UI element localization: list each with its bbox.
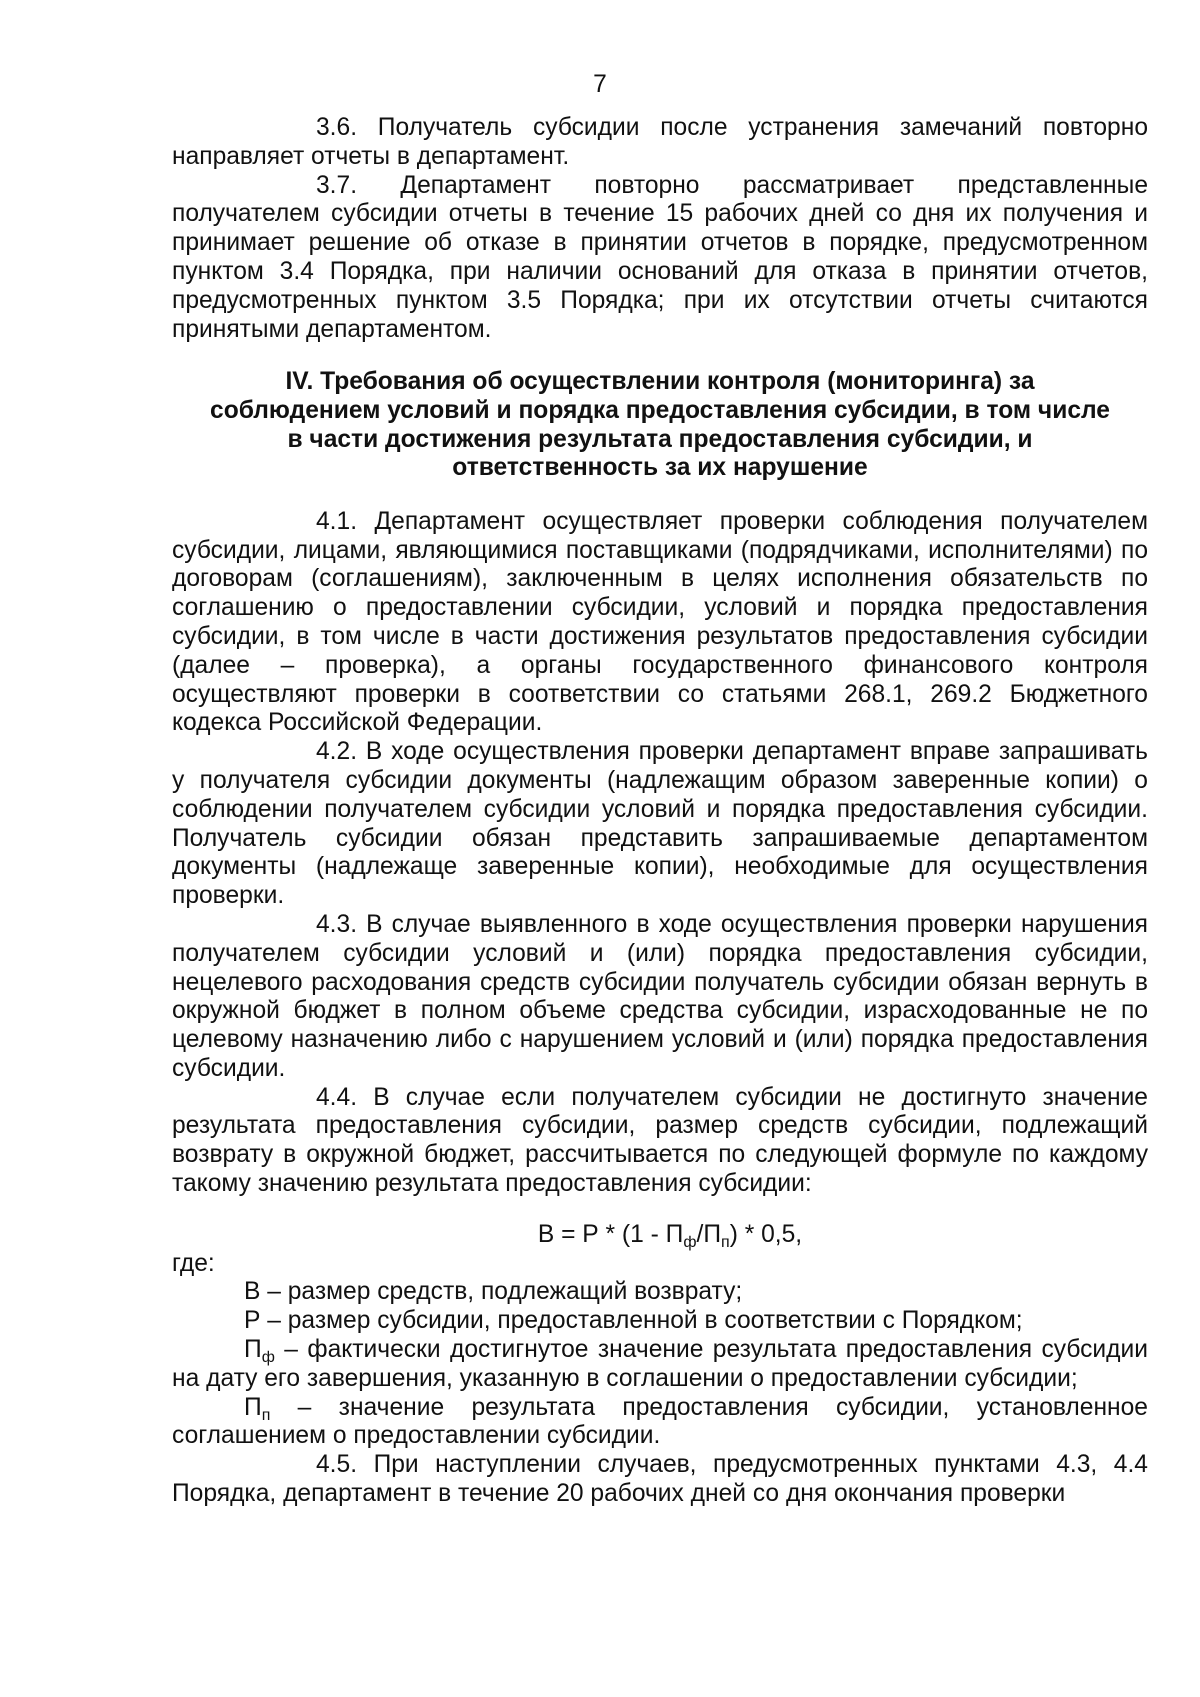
paragraph-number: 3.7. <box>316 171 358 199</box>
paragraph-4-4 <box>172 1084 1148 1199</box>
definition-b: В – размер средств, подлежащий возврату; <box>244 1278 743 1306</box>
definition-pf <box>172 1336 1148 1394</box>
paragraph-text: В случае выявленного в ходе осуществления проверки нарушения получателем субсидии условий и (или) порядка предоставления субсидии, нецелевого расходования средств субсидии получатель субсидии обязан вернуть в окружной бюджет в полном объеме средства субсидии, израсходованные не по целевому назначению либо с нарушением условий и (или) порядка предоставления субсидии. <box>172 910 1148 1082</box>
paragraph-number: 3.6. <box>316 114 358 141</box>
section-heading-line: IV. Требования об осуществлении контроля (мониторинга) за <box>285 368 1035 396</box>
section-heading-line: в части достижения результата предоставления субсидии, и <box>287 425 1033 453</box>
paragraph-number: 4.5. <box>316 1451 358 1479</box>
paragraph-3-7 <box>172 172 1148 345</box>
definition-subscript: ф <box>261 1349 275 1367</box>
paragraph-number: 4.2. <box>316 738 358 766</box>
paragraph-4-2 <box>172 738 1148 911</box>
formula-subscript: п <box>721 1233 730 1251</box>
paragraph-4-3 <box>172 911 1148 1084</box>
definition-text: – фактически достигнутое значение результата предоставления субсидии на дату его завершения, указанную в соглашении о предоставлении субсидии; <box>172 1336 1148 1392</box>
paragraph-text: Департамент осуществляет проверки соблюдения получателем субсидии, лицами, являющимися поставщиками (подрядчиками, исполнителями) по договорам (соглашениям), заключенным в целях исполнения обязательств по соглашению о предоставлении субсидии, условий и порядка предоставления субсидии, в том числе в части достижения результатов предоставления субсидии (далее – проверка), а органы государственного финансового контроля осуществляют проверки в соответствии со статьями 268.1, 269.2 Бюджетного кодекса Российской Федерации. <box>172 507 1148 737</box>
definition-text: – значение результата предоставления субсидии, установленное соглашением о предоставлении субсидии. <box>172 1393 1148 1450</box>
formula-end: ) * 0,5, <box>729 1220 803 1248</box>
paragraph-number: 4.4. <box>316 1083 358 1111</box>
paragraph-number: 4.3. <box>316 910 358 938</box>
paragraph-text: В ходе осуществления проверки департамент вправе запрашивать у получателя субсидии документы (надлежащим образом заверенные копии) о соблюдении получателем субсидии условий и порядка предоставления субсидии. Получатель субсидии обязан представить запрашиваемые департаментом документы (надлежаще заверенные копии), необходимые для осуществления проверки. <box>172 738 1148 910</box>
section-heading-line: ответственность за их нарушение <box>452 454 868 482</box>
section-heading-line: соблюдением условий и порядка предоставления субсидии, в том числе <box>210 396 1110 424</box>
formula-subscript: ф <box>683 1233 697 1251</box>
paragraph-number: 4.1. <box>316 507 358 535</box>
formula <box>172 1221 1148 1250</box>
paragraph-4-1 <box>172 508 1148 738</box>
definition-subscript: п <box>261 1406 271 1424</box>
paragraph-text: Департамент повторно рассматривает представленные получателем субсидии отчеты в течение 15 рабочих дней со дня их получения и принимает решение об отказе в принятии отчетов в порядке, предусмотренном пунктом 3.4 Порядка, при наличии оснований для отказа в принятии отчетов, предусмотренных пунктом 3.5 Порядка; при их отсутствии отчеты считаются принятыми департаментом. <box>172 171 1148 343</box>
page-number: 7 <box>593 71 607 98</box>
section-heading <box>172 368 1148 482</box>
paragraph-3-6 <box>172 114 1148 172</box>
formula-divider: /П <box>696 1220 722 1248</box>
paragraph-text: При наступлении случаев, предусмотренных пунктами 4.3, 4.4 Порядка, департамент в течение 20 рабочих дней со дня окончания проверки <box>172 1451 1148 1508</box>
definition-symbol: П <box>244 1336 262 1364</box>
paragraph-text: Получатель субсидии после устранения замечаний повторно направляет отчеты в департамент. <box>172 114 1148 170</box>
where-label: где: <box>172 1249 215 1277</box>
paragraph-4-5 <box>172 1451 1148 1509</box>
document-page <box>172 0 1148 1509</box>
formula-start: В = Р * (1 - П <box>537 1220 684 1248</box>
paragraph-text: В случае если получателем субсидии не достигнуто значение результата предоставления субсидии, размер средств субсидии, подлежащий возврату в окружной бюджет, рассчитывается по следующей формуле по каждому такому значению результата предоставления субсидии: <box>172 1083 1148 1198</box>
definition-r: Р – размер субсидии, предоставленной в соответствии с Порядком; <box>244 1307 1023 1335</box>
definition-pp <box>172 1394 1148 1452</box>
definition-symbol: П <box>244 1393 262 1421</box>
